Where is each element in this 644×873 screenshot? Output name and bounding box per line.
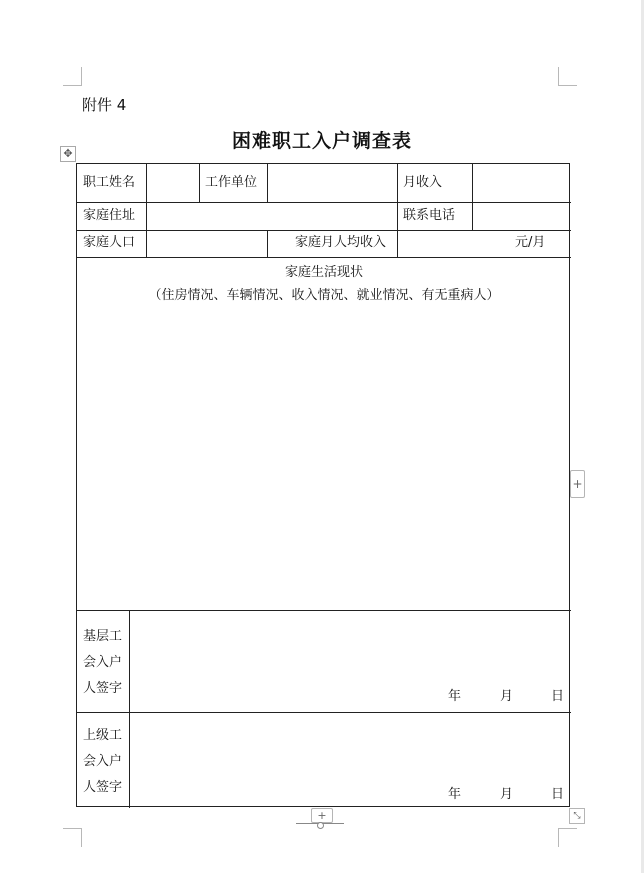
per-capita-income-label: 家庭月人均收入 [295, 235, 387, 250]
grassroots-day: 日 [551, 689, 565, 704]
column-divider [397, 230, 398, 257]
superior-day: 日 [551, 787, 565, 802]
superior-label-line: 上级工 [83, 728, 123, 743]
plus-icon[interactable]: + [570, 470, 585, 498]
work-unit-field[interactable] [273, 175, 391, 191]
crop-mark-bottom-right [558, 828, 577, 847]
column-divider [146, 230, 147, 257]
superior-signature-field[interactable] [134, 716, 566, 782]
survey-form-table [76, 163, 570, 807]
grassroots-label-line: 基层工 [83, 629, 123, 644]
employee-name-field[interactable] [151, 175, 195, 191]
household-size-label: 家庭人口 [83, 235, 136, 250]
crop-mark-bottom-left [63, 828, 82, 847]
grassroots-signer-label [83, 624, 122, 702]
living-status-field[interactable] [81, 306, 567, 606]
living-status-subheading: （住房情况、车辆情况、收入情况、就业情况、有无重病人） [148, 288, 500, 303]
grassroots-month: 月 [500, 689, 514, 704]
home-address-field[interactable] [151, 208, 391, 224]
row-divider [77, 257, 571, 258]
per-capita-income-unit: 元/月 [515, 235, 546, 250]
superior-label-line: 人签字 [83, 780, 123, 795]
superior-month: 月 [500, 787, 514, 802]
crop-mark-top-right [558, 67, 577, 86]
superior-label-line: 会入户 [83, 754, 123, 769]
crop-mark-top-left [63, 67, 82, 86]
column-divider [267, 164, 268, 202]
home-address-label: 家庭住址 [83, 208, 136, 223]
grassroots-label-line: 人签字 [83, 681, 123, 696]
column-divider [267, 230, 268, 257]
column-divider [146, 164, 147, 202]
superior-signer-label [83, 723, 122, 801]
row-divider [77, 230, 571, 231]
resize-diagonal-icon[interactable]: ⤡ [569, 808, 585, 824]
row-insert-dot-icon [317, 822, 324, 829]
superior-year: 年 [448, 787, 462, 802]
column-divider [146, 202, 147, 230]
column-divider [199, 164, 200, 202]
grassroots-label-line: 会入户 [83, 655, 123, 670]
work-unit-label: 工作单位 [205, 175, 258, 190]
grassroots-year: 年 [448, 689, 462, 704]
row-divider [77, 610, 571, 611]
column-divider [129, 610, 130, 808]
annex-label: 附件 4 [82, 96, 127, 114]
monthly-income-label: 月收入 [403, 175, 443, 190]
move-cross-icon[interactable]: ✥ [60, 146, 76, 162]
column-divider [472, 164, 473, 202]
document-title: 困难职工入户调查表 [231, 130, 412, 152]
employee-name-label: 职工姓名 [83, 175, 136, 190]
plus-icon[interactable]: + [311, 808, 333, 823]
contact-phone-label: 联系电话 [403, 208, 456, 223]
contact-phone-field[interactable] [477, 208, 565, 224]
living-status-heading: 家庭生活现状 [284, 265, 363, 280]
column-divider [397, 202, 398, 230]
column-divider [472, 202, 473, 230]
column-divider [397, 164, 398, 202]
row-divider [77, 712, 571, 713]
grassroots-signature-field[interactable] [134, 614, 566, 684]
household-size-field[interactable] [151, 235, 261, 251]
monthly-income-field[interactable] [477, 175, 565, 191]
row-divider [77, 202, 571, 203]
